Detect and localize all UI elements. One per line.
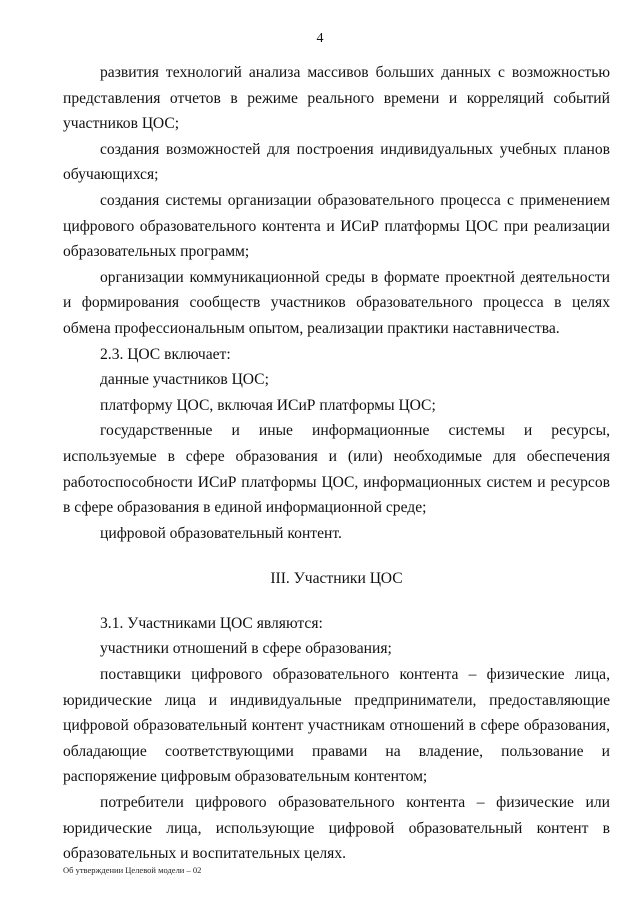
document-body [63, 60, 610, 867]
paragraph: организации коммуникационной среды в формате проектной деятельности и формирования сообществ участников образовательного процесса в целях обмена профессиональным опытом, реализации практики наставничества. [63, 268, 610, 337]
page-number: 4 [316, 31, 324, 46]
clause-heading: 2.3. ЦОС включает: [100, 345, 231, 363]
paragraph: потребители цифрового образовательного контента – физические или юридические лица, использующие цифровой образовательный контент в образовательных и воспитательных целях. [63, 794, 610, 863]
paragraph: создания возможностей для построения индивидуальных учебных планов обучающихся; [63, 140, 610, 184]
paragraph: развития технологий анализа массивов больших данных с возможностью представления отчетов в режиме реального времени и корреляций событий участников ЦОС; [63, 64, 610, 133]
page-footer: Об утверждении Целевой модели – 02 [63, 865, 202, 875]
paragraph: данные участников ЦОС; [100, 371, 269, 389]
paragraph: поставщики цифрового образовательного контента – физические лица, юридические лица и индивидуальные предприниматели, предоставляющие цифровой образовательный контент участникам отношений в сфере образования, обладающие соответствующими правами на владение, пользование и распоряжение цифровым образовательным контентом; [63, 666, 610, 786]
paragraph: создания системы организации образовательного процесса с применением цифрового образовательного контента и ИСиР платформы ЦОС при реализации образовательных программ; [63, 191, 610, 261]
clause-heading: 3.1. Участниками ЦОС являются: [100, 614, 323, 632]
paragraph: платформу ЦОС, включая ИСиР платформы ЦОС; [100, 396, 436, 414]
paragraph: государственные и иные информационные системы и ресурсы, используемые в сфере образования и (или) необходимые для обеспечения работоспособности ИСиР платформы ЦОС, информационных систем и ресурсов в сфере образования в единой информационной среде; [63, 422, 610, 517]
paragraph: участники отношений в сфере образования; [100, 640, 392, 658]
section-title: III. Участники ЦОС [270, 570, 403, 588]
paragraph: цифровой образовательный контент. [100, 524, 342, 542]
